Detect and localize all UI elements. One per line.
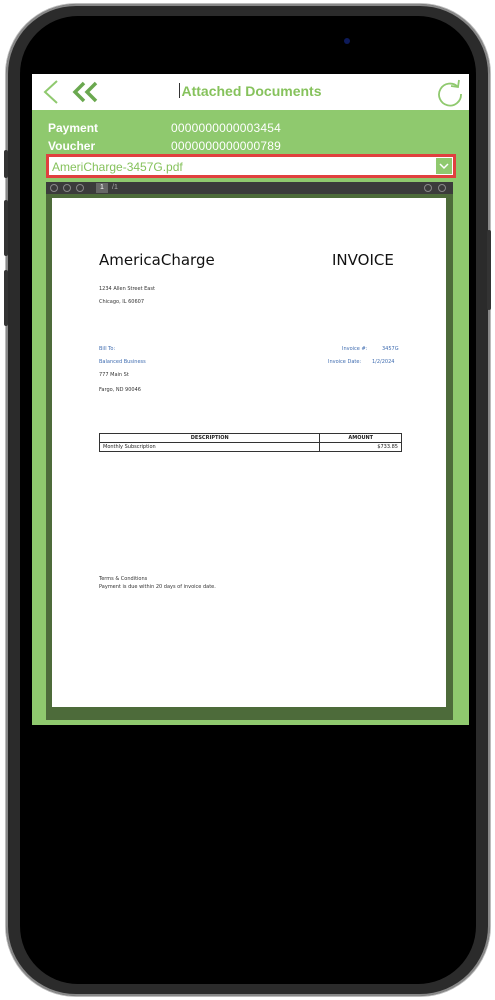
- invoice-number-label: Invoice #:: [342, 346, 368, 352]
- mute-switch: [4, 150, 8, 178]
- camera-icon: [344, 38, 350, 44]
- invoice-page: [52, 198, 446, 707]
- line-item-amount: $733.85: [320, 443, 402, 452]
- table-header-row: [100, 434, 402, 443]
- minus-icon[interactable]: [424, 184, 432, 192]
- notch: [127, 16, 377, 60]
- payment-value: 0000000000003454: [171, 121, 281, 135]
- voucher-value: 0000000000000789: [171, 139, 281, 153]
- document-dropdown-value: AmeriCharge-3457G.pdf: [52, 160, 183, 174]
- volume-down-button: [4, 270, 8, 326]
- plus-icon[interactable]: [438, 184, 446, 192]
- page-title-text: Attached Documents: [181, 83, 322, 99]
- chevron-down-icon[interactable]: [436, 158, 452, 174]
- payment-label: Payment: [48, 121, 99, 135]
- app-screen: [32, 74, 469, 725]
- zoom-in-icon[interactable]: [76, 184, 84, 192]
- bill-to-name: Balanced Business: [99, 359, 146, 365]
- refresh-icon[interactable]: [436, 79, 464, 107]
- document-dropdown[interactable]: [46, 154, 456, 178]
- header-bar: [32, 74, 469, 110]
- page-number-input[interactable]: 1: [96, 183, 108, 193]
- line-items-table: [99, 433, 402, 452]
- zoom-out-icon[interactable]: [63, 184, 71, 192]
- search-icon[interactable]: [50, 184, 58, 192]
- address-line-1: 1234 Allen Street East: [99, 286, 155, 292]
- address-line-2: Chicago, IL 60607: [99, 299, 145, 305]
- invoice-date: 1/2/2024: [372, 359, 395, 365]
- page-count: /1: [112, 184, 118, 191]
- table-row: [100, 443, 402, 452]
- column-header: DESCRIPTION: [100, 434, 320, 443]
- pdf-viewer[interactable]: [46, 182, 453, 720]
- pdf-toolbar: [46, 182, 453, 194]
- power-button: [487, 230, 491, 310]
- company-name: AmericaCharge: [99, 251, 215, 269]
- terms-text: Payment is due within 20 days of invoice date.: [99, 584, 216, 590]
- volume-up-button: [4, 200, 8, 256]
- invoice-number: 3457G: [382, 346, 399, 352]
- voucher-label: Voucher: [48, 139, 96, 153]
- bill-to-street: 777 Main St: [99, 372, 129, 378]
- invoice-date-label: Invoice Date:: [328, 359, 362, 365]
- invoice-heading: INVOICE: [332, 251, 394, 269]
- column-header: AMOUNT: [320, 434, 402, 443]
- terms-title: Terms & Conditions: [99, 576, 148, 582]
- bill-to-city: Fargo, ND 90046: [99, 387, 141, 393]
- line-item-description: Monthly Subscription: [100, 443, 320, 452]
- page-title: [32, 83, 469, 99]
- bill-to-label: Bill To:: [99, 346, 116, 352]
